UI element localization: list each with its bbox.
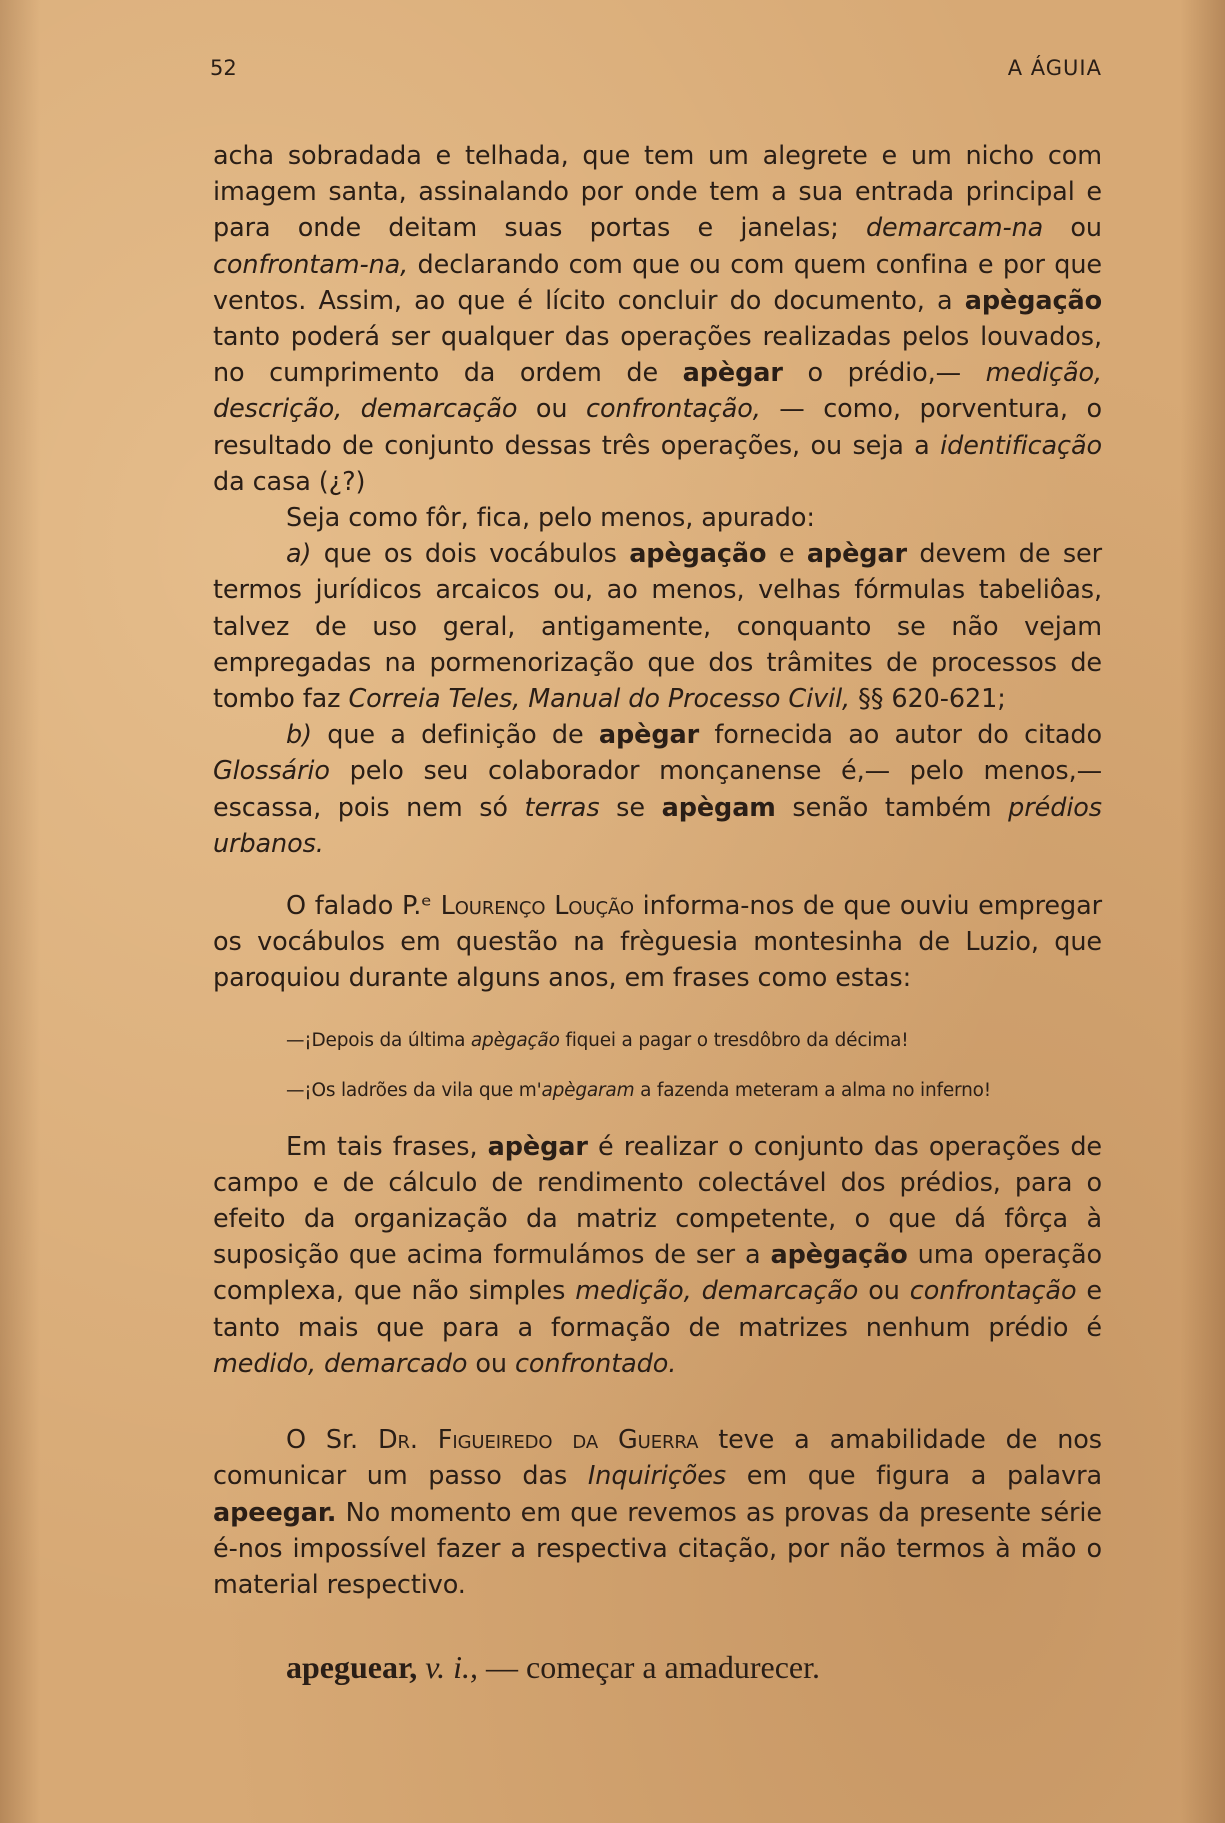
text-run: que a definição de — [311, 720, 599, 751]
text-run: tanto poderá ser qualquer das operações realizadas pelos louvados, no cumprimento da ordem de — [213, 322, 1102, 389]
bold-term: apègar — [682, 358, 783, 389]
italic-text: confrontam-na, — [213, 249, 409, 280]
italic-text: terras — [524, 792, 600, 823]
italic-text: b) — [286, 720, 312, 751]
text-run: fiquei a pagar o tresdôbro da décima! — [559, 1029, 909, 1051]
text-run: senão também — [775, 792, 1009, 823]
text-run: a fazenda meteram a alma no inferno! — [634, 1079, 991, 1101]
italic-text: Inquirições — [587, 1461, 727, 1492]
italic-text: confrontação, — [586, 394, 761, 425]
text-run: ou — [1043, 213, 1102, 244]
text-run: Em tais frases, — [286, 1131, 488, 1162]
paragraph-point-a — [213, 536, 1102, 717]
text-run: O falado P.ᵉ — [286, 891, 441, 922]
text-run: Seja como fôr, fica, pelo menos, apurado: — [286, 503, 815, 534]
bold-term: apeegar. — [213, 1497, 337, 1528]
page-number: 52 — [210, 56, 237, 80]
text-run: teve a amabilidade de nos comunicar um passo das — [213, 1425, 1102, 1492]
text-run: o prédio,— — [782, 358, 986, 389]
bold-term: apègação — [629, 539, 767, 570]
text-run: No momento em que revemos as provas da presente série é-nos impossível fazer a respectiva citação, por não termos à mão o material respectivo. — [213, 1497, 1102, 1600]
italic-text: prédios urbanos. — [213, 792, 1102, 859]
text-run: em que figura a palavra — [726, 1461, 1102, 1492]
paragraph-seja — [213, 500, 1102, 536]
text-run: —¡Os ladrões da vila que m' — [286, 1079, 542, 1101]
entry-definition: — começar a amadurecer. — [485, 1649, 820, 1686]
paragraph-falado — [213, 888, 1102, 997]
bold-term: apègar — [806, 539, 908, 570]
text-run: ou — [858, 1276, 910, 1307]
bold-term: apègação — [770, 1240, 908, 1271]
italic-text: Glossário — [213, 756, 330, 787]
bold-term: apègar — [487, 1131, 588, 1162]
text-run: informa-nos de que ouviu empregar os vocábulos em questão na frèguesia montesinha de Luzio, que paroquiou durante alguns anos, em frases como estas: — [213, 891, 1102, 994]
smallcaps-name: Dr. Figueiredo da Guerra — [377, 1425, 699, 1456]
text-run: da casa (¿?) — [213, 466, 366, 497]
text-run: —¡Depois da última — [286, 1029, 471, 1051]
paragraph-point-b — [213, 717, 1102, 862]
italic-text: medição, demarcação — [575, 1276, 859, 1307]
text-run: fornecida ao autor do citado — [699, 720, 1102, 751]
dictionary-entry — [213, 1647, 1102, 1687]
text-run: se — [599, 792, 662, 823]
bold-term: apègam — [661, 792, 776, 823]
italic-text: demarcam-na — [865, 213, 1044, 244]
text-run: uma operação complexa, que não simples — [213, 1240, 1103, 1307]
text-run: acha sobradada e telhada, que tem um alegrete e um nicho com imagem santa, assinalando por onde tem a sua entrada principal e para onde deitam suas portas e janelas; — [213, 141, 1102, 244]
text-run: declarando com que ou com quem confina e por que ventos. Assim, ao que é lícito concluir do documento, a — [213, 249, 1102, 316]
paragraph-continuation — [213, 138, 1102, 500]
example-quotes — [213, 1029, 1102, 1103]
running-title: A ÁGUIA — [1007, 56, 1102, 80]
body-text — [213, 138, 1102, 1687]
italic-text: apègaram — [541, 1079, 635, 1101]
quote-line — [286, 1079, 1102, 1103]
entry-headword: apeguear, — [286, 1649, 418, 1686]
italic-text: confrontação — [909, 1276, 1077, 1307]
text-run: — como, porventura, o resultado de conjunto dessas três operações, ou seja a — [213, 394, 1102, 461]
entry-grammar: v. i., — [425, 1649, 478, 1686]
text-run: ou — [517, 394, 587, 425]
text-run: é realizar o conjunto das operações de campo e de cálculo de rendimento colectável dos prédios, para o efeito da organização da matriz competente, o que dá fôrça à suposição que acima formulámos de ser a — [213, 1131, 1102, 1271]
text-run: ou — [467, 1348, 515, 1379]
italic-text: a) — [286, 539, 312, 570]
text-run: O Sr. — [286, 1425, 378, 1456]
bold-term: apègação — [964, 285, 1102, 316]
italic-text: apègação — [470, 1029, 560, 1051]
text-run: devem de ser termos jurídicos arcaicos ou, ao menos, velhas fórmulas tabeliôas, talvez de uso geral, antigamente, conquanto se não vejam empregadas na pormenorização que dos trâmites de processos de tombo faz — [213, 539, 1102, 715]
italic-text: confrontado. — [514, 1348, 677, 1379]
running-header — [210, 56, 1102, 86]
smallcaps-name: Lourenço Loução — [440, 891, 634, 922]
quote-line — [286, 1029, 1102, 1053]
paragraph-em-tais — [213, 1129, 1102, 1382]
italic-text: medição, descrição, demarcação — [213, 358, 1103, 425]
text-run: §§ 620-621; — [850, 684, 1006, 715]
italic-text: identificação — [940, 430, 1102, 461]
italic-text: Correia Teles, Manual do Processo Civil, — [348, 684, 851, 715]
text-run: e tanto mais que para a formação de matrizes nenhum prédio é — [213, 1276, 1103, 1343]
text-run: pelo seu colaborador monçanense é,— pelo menos,— escassa, pois nem só — [213, 756, 1102, 823]
text-run: que os dois vocábulos — [311, 539, 630, 570]
bold-term: apègar — [598, 720, 700, 751]
text-run: e — [766, 539, 807, 570]
paragraph-sr-dr — [213, 1422, 1102, 1603]
italic-text: medido, demarcado — [213, 1348, 468, 1379]
